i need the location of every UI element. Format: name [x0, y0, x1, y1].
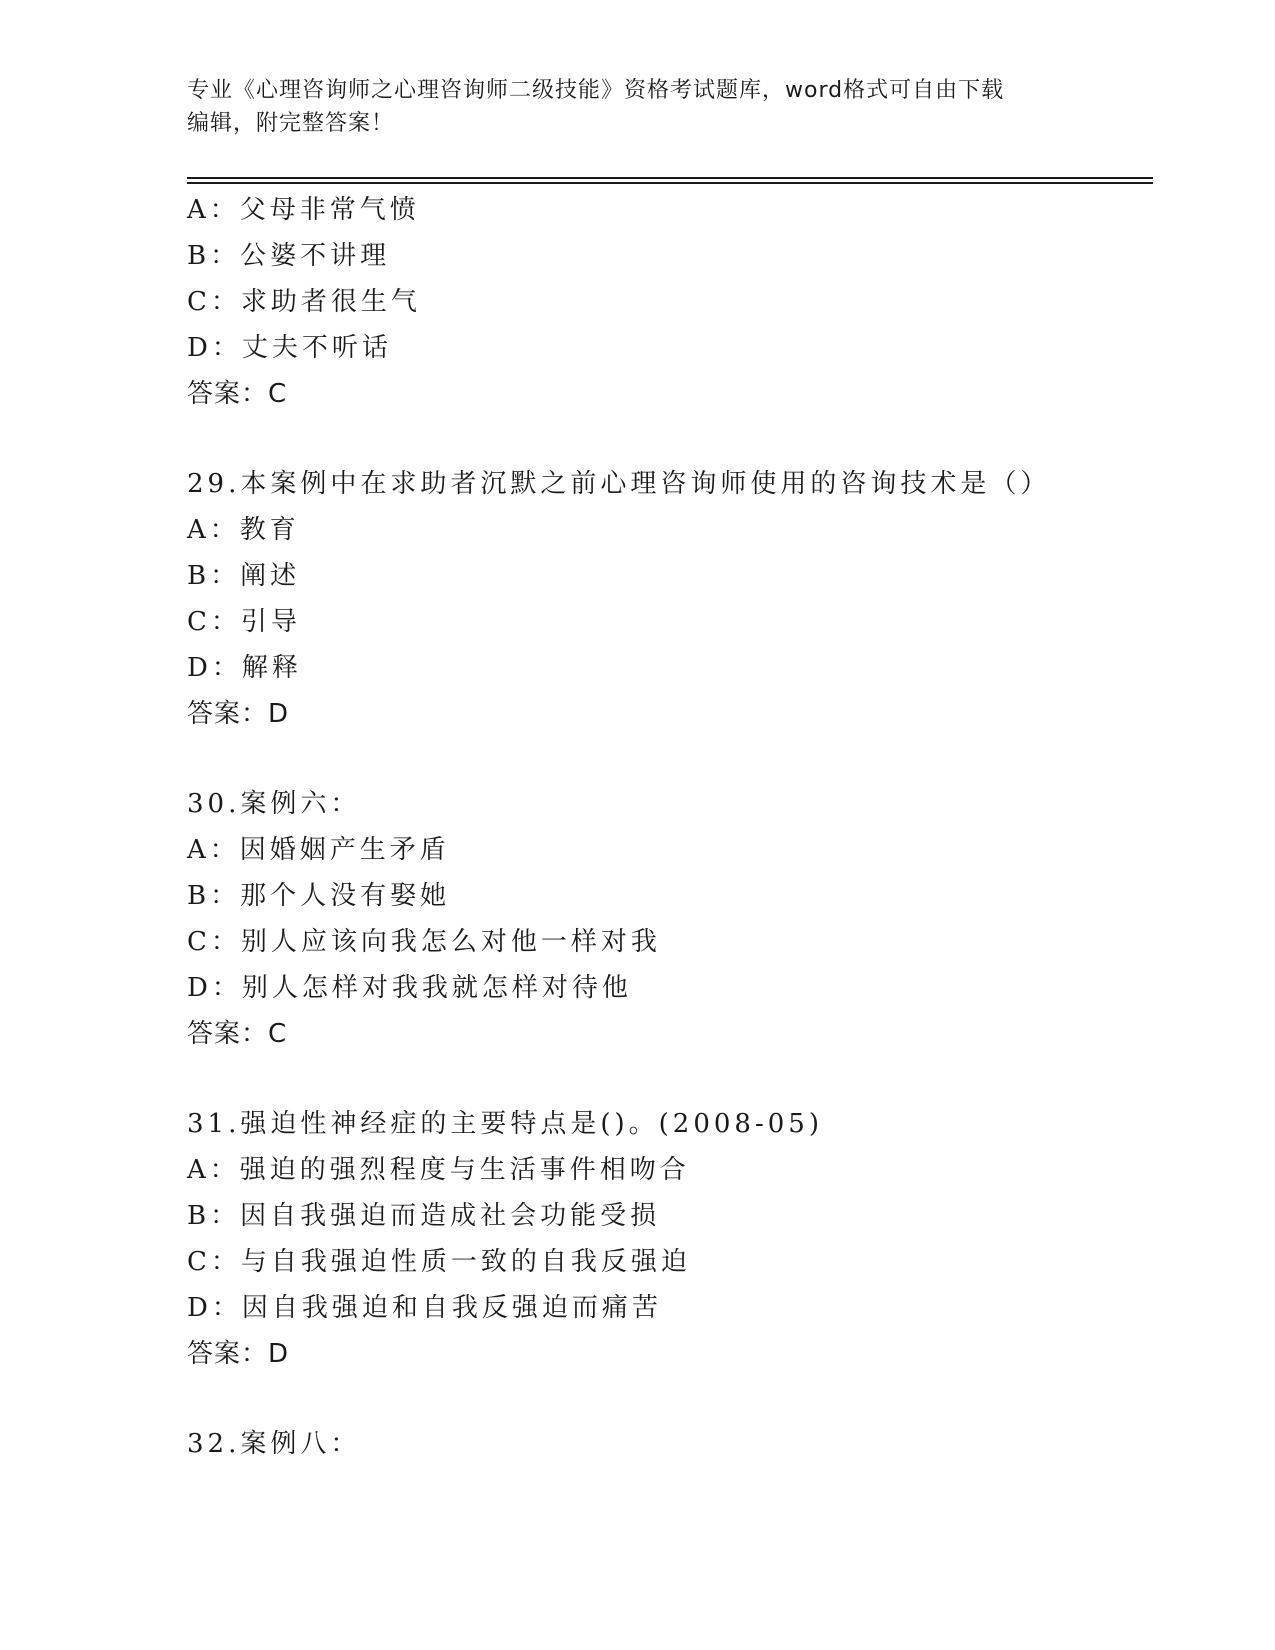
option-d: D：解释 [187, 653, 302, 683]
option-c: C：与自我强迫性质一致的自我反强迫 [187, 1247, 691, 1277]
option-c: C：求助者很生气 [187, 287, 421, 317]
option-a: A：因婚姻产生矛盾 [187, 835, 450, 865]
question-list [187, 187, 1147, 1467]
question-31 [187, 1101, 1147, 1377]
answer-text: 答案：C [187, 1019, 288, 1049]
option-b: B：公婆不讲理 [187, 241, 391, 271]
header-line-2: 编辑，附完整答案！ [187, 111, 395, 136]
question-text: 32.案例八： [187, 1429, 361, 1459]
header-line-1: 专业《心理咨询师之心理咨询师二级技能》资格考试题库，word格式可自由下载 [187, 78, 1005, 103]
option-a: A：父母非常气愤 [187, 195, 420, 225]
option-d: D：丈夫不听话 [187, 333, 392, 363]
answer-text: 答案：C [187, 379, 288, 409]
question-29 [187, 461, 1147, 737]
option-b: B：那个人没有娶她 [187, 881, 451, 911]
option-b: B：因自我强迫而造成社会功能受损 [187, 1201, 661, 1231]
option-a: A：教育 [187, 515, 300, 545]
option-d: D：因自我强迫和自我反强迫而痛苦 [187, 1293, 662, 1323]
question-text: 31.强迫性神经症的主要特点是()。(2008-05) [187, 1109, 823, 1139]
header-rule-bottom [187, 182, 1153, 184]
answer-text: 答案：D [187, 699, 290, 729]
question-32 [187, 1421, 1147, 1467]
option-a: A：强迫的强烈程度与生活事件相吻合 [187, 1155, 690, 1185]
answer-text: 答案：D [187, 1339, 290, 1369]
option-b: B：阐述 [187, 561, 301, 591]
document-header [187, 74, 1087, 140]
header-rule-top [187, 177, 1153, 179]
question-28 [187, 187, 1147, 417]
option-d: D：别人怎样对我我就怎样对待他 [187, 973, 632, 1003]
option-c: C：别人应该向我怎么对他一样对我 [187, 927, 661, 957]
question-text: 29.本案例中在求助者沉默之前心理咨询师使用的咨询技术是（） [187, 469, 1051, 499]
option-c: C：引导 [187, 607, 301, 637]
question-30 [187, 781, 1147, 1057]
question-text: 30.案例六： [187, 789, 361, 819]
